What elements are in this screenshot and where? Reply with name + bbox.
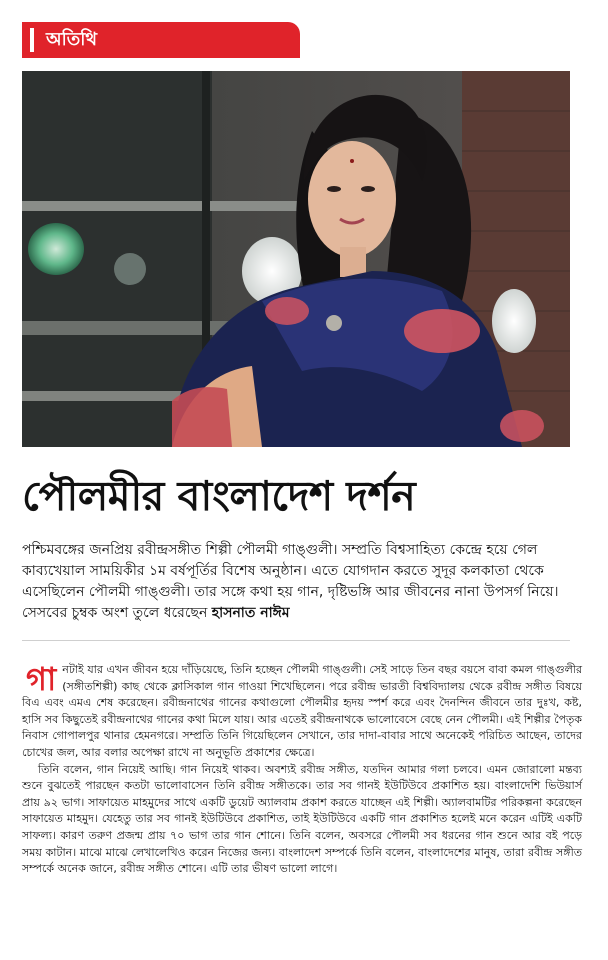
intro-text: পশ্চিমবঙ্গের জনপ্রিয় রবীন্দ্রসঙ্গীত শিল্পী পৌলমী গাঙ্গুলী। সম্প্রতি বিশ্বসাহিত্য কেন্দ্রে হয়ে গেল কাব্যখেয়াল সাময়িকীর ১ম বর্ষপূর্তির বিশেষ অনুষ্ঠান। এতে যোগদান করতে সুদূর কলকাতা থেকে এসেছিলেন পৌলমী গাঙ্গুলী। তার সঙ্গে কথা হয় গান, দৃষ্টিভঙ্গি আর জীবনের নানা উপসর্গ নিয়ে। সেসবের চুম্বক অংশ তুলে ধরেছেন bbox=[22, 542, 559, 621]
article-body bbox=[22, 662, 582, 878]
headline: পৌলমীর বাংলাদেশ দর্শন bbox=[22, 472, 416, 520]
divider bbox=[22, 640, 570, 641]
body-paragraph-2: তিনি বলেন, গান নিয়েই আছি। গান নিয়েই থাকব। অবশ্যই রবীন্দ্র সঙ্গীত, যতদিন আমার গলা চলবে। এমন জোরালো মন্তব্য শুনে বুঝতেই পারছেন কতটা ভালোবাসেন তিনি রবীন্দ্র সঙ্গীতকে। তার সব গানই ইউটিউবে প্রকাশিত হয়। বাংলাদেশি ভিউয়ার্স প্রায় ৯২ ভাগ। সাফায়েত মাহমুদের সাথে একটি ডুয়েট অ্যালবাম প্রকাশ করতে যাচ্ছেন এই শিল্পী। অ্যালবামটির পরিকল্পনা করেছেন সাফায়েত মাহমুদ। যেহেতু তার সব গানই ইউটিউবে প্রকাশিত, তাই ইউটিউবে একটি গান প্রকাশিত হলেই মনে করেন এটিই একটি সাফল্য। কারণ তরুণ প্রজন্ম প্রায় ৭০ ভাগ তার গান শোনে। তিনি বলেন, অবসরে পৌলমী সব ধরনের গান শুনে আর বই পড়ে সময় কাটান। মাঝে মাঝে লেখালেখিও করেন নিজের জন্য। বাংলাদেশ সম্পর্কে তিনি বলেন, বাংলাদেশের মানুষ, তারা রবীন্দ্র সঙ্গীত সম্পর্কে অনেক জানে, রবীন্দ্র সঙ্গীত শোনে। এটি তার ভীষণ ভালো লাগে। bbox=[22, 762, 582, 876]
portrait-photo bbox=[22, 71, 570, 447]
body-paragraph-1-text: নটাই যার এখন জীবন হয়ে দাঁড়িয়েছে, তিনি হচ্ছেন পৌলমী গাঙ্গুলী। সেই সাড়ে তিন বছর বয়সে বাবা কমল গাঙ্গুলীর (সঙ্গীতশিল্পী) কাছ থেকে ক্লাসিকাল গান গাওয়া শিখেছিলেন। পরে রবীন্দ্র ভারতী বিশ্ববিদ্যালয় থেকে রবীন্দ্র সঙ্গীত বিষয়ে বিএ এবং এমএ শেষ করেছেন। রবীন্দ্রনাথের গানের কথাগুলো পৌলমীর হৃদয় স্পর্শ করে এবং দৈনন্দিন জীবনে তার দুঃখ, কষ্ট, হাসি সব কিছুতেই রবীন্দ্রনাথের গানের কথা মিলে যায়। আর এতেই রবীন্দ্রনাথকে ভালোবেসে বেছে নেন পৌলমী। এই শিল্পীর পৈতৃক নিবাস গোপালপুর থানার হেমনগরে। সম্প্রতি তিনি গিয়েছিলেন সেখানে, তার দাদা-বাবার সাথে অনেকেই পরিচিত আছেন, তাদের চোখের জল, আর বলার অপেক্ষা রাখে না অনুভূতি প্রকাশের ক্ষেত্রে। bbox=[22, 663, 582, 759]
portrait-illustration bbox=[22, 71, 570, 447]
drop-cap: গা bbox=[26, 660, 57, 698]
body-paragraph-1 bbox=[22, 662, 582, 762]
header-stripe bbox=[30, 28, 34, 52]
intro-byline: হাসনাত নাঈম bbox=[211, 605, 290, 621]
section-header bbox=[22, 22, 300, 58]
intro-paragraph bbox=[22, 540, 586, 624]
section-label: অতিথি bbox=[46, 29, 98, 50]
